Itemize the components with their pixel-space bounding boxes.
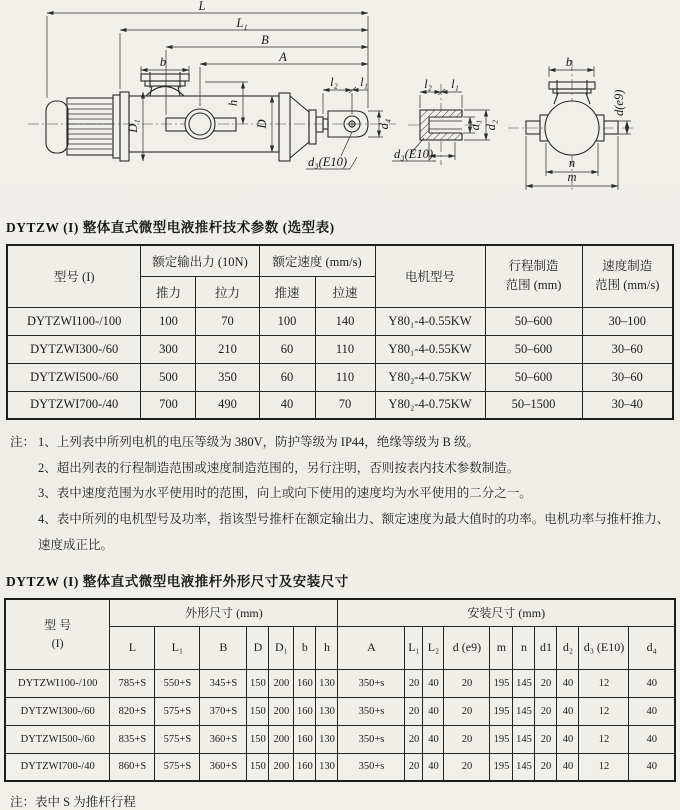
cell: 160: [294, 753, 316, 781]
cell: 130: [316, 669, 338, 697]
table-row: [5, 725, 675, 753]
col-push-force: 推力: [141, 276, 196, 307]
cell: 40: [629, 753, 675, 781]
col-L2: L₂: [423, 626, 444, 669]
cell: 550+S: [155, 669, 200, 697]
col-pull-force: 拉力: [196, 276, 259, 307]
cell: 500: [141, 363, 196, 391]
col-group-outline-dims: 外形尺寸 (mm): [110, 599, 338, 626]
note-item: 1、上列表中所列电机的电压等级为 380V，防护等级为 IP44，绝缘等级为 B 级。: [38, 435, 479, 449]
col-model: [5, 599, 110, 669]
dim-label-L1: L₁: [236, 16, 248, 30]
section-dim-l1: l₁: [451, 77, 459, 91]
col-group-rated-force: 额定输出力 (10N): [141, 245, 259, 276]
col-stroke-range-line1: 行程制造: [508, 258, 559, 273]
stroke-note: 注：表中 S 为推杆行程: [10, 795, 136, 810]
cell: Y80₁-4-0.55KW: [375, 335, 485, 363]
col-push-speed: 推速: [259, 276, 315, 307]
cell: 110: [315, 335, 375, 363]
cell: 360+S: [200, 753, 247, 781]
cell: 40: [423, 725, 444, 753]
section-dim-d1: d₁: [468, 119, 482, 131]
col-speed-range-line1: 速度制造: [602, 258, 653, 273]
cell: 300: [141, 335, 196, 363]
cell: 145: [513, 753, 535, 781]
cell: 40: [423, 697, 444, 725]
cell: 70: [315, 391, 375, 419]
header-row: [7, 245, 673, 276]
cell: 575+S: [155, 753, 200, 781]
cell: 350: [196, 363, 259, 391]
cell: DYTZWI300-/60: [7, 335, 141, 363]
col-d2: d₂: [557, 626, 579, 669]
cell: 145: [513, 669, 535, 697]
cell: Y80₁-4-0.55KW: [375, 307, 485, 335]
col-speed-range-line2: 范围 (mm/s): [595, 278, 660, 293]
cell: 160: [294, 697, 316, 725]
cell: 40: [557, 725, 579, 753]
cell: 130: [316, 697, 338, 725]
col-model-line1: 型 号: [44, 617, 72, 632]
col-stroke-range: [485, 245, 582, 307]
cell: 200: [269, 697, 294, 725]
cell: 50–600: [485, 363, 582, 391]
cell: 140: [315, 307, 375, 335]
cell: 20: [535, 697, 557, 725]
cell: 195: [490, 669, 513, 697]
cell: 110: [315, 363, 375, 391]
cell: 40: [259, 391, 315, 419]
col-stroke-range-line2: 范围 (mm): [505, 278, 562, 293]
endview-dim-de9: d(e9): [612, 89, 626, 116]
note-item: 2、超出列表的行程制造范围或速度制造范围的，另行注明，否则按表内技术参数制造。: [38, 460, 520, 475]
cell: 195: [490, 753, 513, 781]
dimensions-table: [4, 598, 676, 782]
cell: 150: [247, 725, 269, 753]
cell: 195: [490, 725, 513, 753]
cell: DYTZWI100-/100: [7, 307, 141, 335]
cell: 50–1500: [485, 391, 582, 419]
cell: 195: [490, 697, 513, 725]
cell: 20: [405, 697, 423, 725]
cell: 860+S: [110, 753, 155, 781]
dim-label-B: B: [261, 33, 269, 47]
col-L1: L₁: [155, 626, 200, 669]
note-item: 4、表中所列的电机型号及功率，指该型号推杆在额定输出力、额定速度为最大值时的功率。电机功率与推杆推力、速度成正比。: [38, 511, 670, 552]
cell: 700: [141, 391, 196, 419]
table-row: [7, 391, 673, 419]
cell: 40: [557, 697, 579, 725]
col-h: h: [316, 626, 338, 669]
col-L1-install: L₁: [405, 626, 423, 669]
table-row: [7, 335, 673, 363]
cell: 200: [269, 669, 294, 697]
col-d4: d₄: [629, 626, 675, 669]
table-row: [5, 753, 675, 781]
dim-label-b: b: [159, 55, 167, 69]
cell: 20: [405, 669, 423, 697]
cell: Y80₂-4-0.75KW: [375, 391, 485, 419]
col-motor-model: 电机型号: [375, 245, 485, 307]
col-n: n: [513, 626, 535, 669]
cell: 200: [269, 753, 294, 781]
cell: 20: [444, 725, 490, 753]
dimensions-table-title: DYTZW (I) 整体直式微型电液推杆外形尺寸及安装尺寸: [6, 574, 349, 590]
cell: 350+s: [338, 753, 405, 781]
col-m: m: [490, 626, 513, 669]
cell: 785+S: [110, 669, 155, 697]
cell: 145: [513, 725, 535, 753]
dim-label-l1: l₁: [360, 75, 368, 89]
cell: 20: [535, 753, 557, 781]
cell: 350+s: [338, 725, 405, 753]
cell: 350+s: [338, 669, 405, 697]
note-item: 3、表中速度范围为水平使用时的范围，向上或向下使用的速度均为水平使用的二分之一。: [38, 486, 532, 501]
actuator-drawing: [0, 0, 680, 212]
cell: DYTZWI700-/40: [7, 391, 141, 419]
cell: 70: [196, 307, 259, 335]
cell: 835+S: [110, 725, 155, 753]
col-d3-E10: d₃ (E10): [579, 626, 629, 669]
cell: 210: [196, 335, 259, 363]
cell: 575+S: [155, 725, 200, 753]
endview-dim-b: b: [565, 55, 573, 69]
col-D: D: [247, 626, 269, 669]
section-dim-d3: d₃(E10): [394, 147, 434, 161]
cell: 12: [579, 753, 629, 781]
col-d-e9: d (e9): [444, 626, 490, 669]
cell: 360+S: [200, 725, 247, 753]
cell: 820+S: [110, 697, 155, 725]
cell: 40: [557, 753, 579, 781]
cell: 40: [629, 669, 675, 697]
col-b: b: [294, 626, 316, 669]
col-A: A: [338, 626, 405, 669]
col-L: L: [110, 626, 155, 669]
table-row: [7, 363, 673, 391]
cell: 145: [513, 697, 535, 725]
cell: 20: [405, 753, 423, 781]
cell: 20: [535, 725, 557, 753]
cell: DYTZWI100-/100: [5, 669, 110, 697]
cell: 12: [579, 669, 629, 697]
section-dim-d2: d₂: [484, 119, 498, 131]
dim-label-D1: D₁: [126, 119, 140, 133]
notes-block: [8, 430, 678, 558]
cell: 60: [259, 363, 315, 391]
cell: 345+S: [200, 669, 247, 697]
col-d1: d1: [535, 626, 557, 669]
cell: 100: [141, 307, 196, 335]
cell: 30–60: [582, 335, 673, 363]
cell: 130: [316, 725, 338, 753]
cell: 60: [259, 335, 315, 363]
dim-label-d4: d₄: [377, 118, 391, 130]
cell: DYTZWI500-/60: [5, 725, 110, 753]
cell: 150: [247, 697, 269, 725]
endview-dim-n: n: [568, 156, 576, 170]
cell: 12: [579, 697, 629, 725]
cell: 50–600: [485, 335, 582, 363]
spec-table-title: DYTZW (I) 整体直式微型电液推杆技术参数 (选型表): [6, 220, 335, 235]
notes-label: 注：: [10, 435, 36, 449]
cell: 130: [316, 753, 338, 781]
cell: 20: [535, 669, 557, 697]
cell: 20: [444, 669, 490, 697]
cell: 40: [557, 669, 579, 697]
col-B: B: [200, 626, 247, 669]
cell: 160: [294, 669, 316, 697]
cell: 40: [629, 697, 675, 725]
dim-label-d3: d₃(E10): [308, 155, 348, 169]
cell: 20: [444, 753, 490, 781]
col-group-install-dims: 安装尺寸 (mm): [338, 599, 675, 626]
cell: 200: [269, 725, 294, 753]
cell: 150: [247, 669, 269, 697]
cell: DYTZWI700-/40: [5, 753, 110, 781]
cell: 160: [294, 725, 316, 753]
dim-label-l2: l₂: [330, 75, 338, 89]
section-dim-l2: l₂: [424, 77, 432, 91]
cell: 150: [247, 753, 269, 781]
cell: Y80₂-4-0.75KW: [375, 363, 485, 391]
cell: 30–100: [582, 307, 673, 335]
cell: 490: [196, 391, 259, 419]
dim-label-L: L: [198, 0, 206, 13]
cell: 50–600: [485, 307, 582, 335]
technical-drawing: [0, 0, 680, 212]
cell: 40: [423, 753, 444, 781]
col-model: 型号 (I): [7, 245, 141, 307]
header-row: [5, 599, 675, 626]
col-D1: D₁: [269, 626, 294, 669]
endview-dim-m: m: [567, 170, 577, 184]
col-group-rated-speed: 额定速度 (mm/s): [259, 245, 375, 276]
cell: 30–60: [582, 363, 673, 391]
cell: 100: [259, 307, 315, 335]
cell: 40: [629, 725, 675, 753]
cell: DYTZWI500-/60: [7, 363, 141, 391]
cell: 20: [405, 725, 423, 753]
cell: 30–40: [582, 391, 673, 419]
table-row: [7, 307, 673, 335]
cell: 20: [444, 697, 490, 725]
table-row: [5, 669, 675, 697]
dim-label-h: h: [226, 99, 240, 107]
cell: 370+S: [200, 697, 247, 725]
dim-label-D: D: [255, 119, 269, 129]
cell: DYTZWI300-/60: [5, 697, 110, 725]
table-row: [5, 697, 675, 725]
col-pull-speed: 拉速: [315, 276, 375, 307]
col-speed-range: [582, 245, 673, 307]
cell: 575+S: [155, 697, 200, 725]
cell: 40: [423, 669, 444, 697]
col-model-line2: (I): [51, 636, 64, 651]
cell: 12: [579, 725, 629, 753]
spec-table: [6, 244, 674, 420]
dim-label-A: A: [279, 50, 287, 64]
cell: 350+s: [338, 697, 405, 725]
